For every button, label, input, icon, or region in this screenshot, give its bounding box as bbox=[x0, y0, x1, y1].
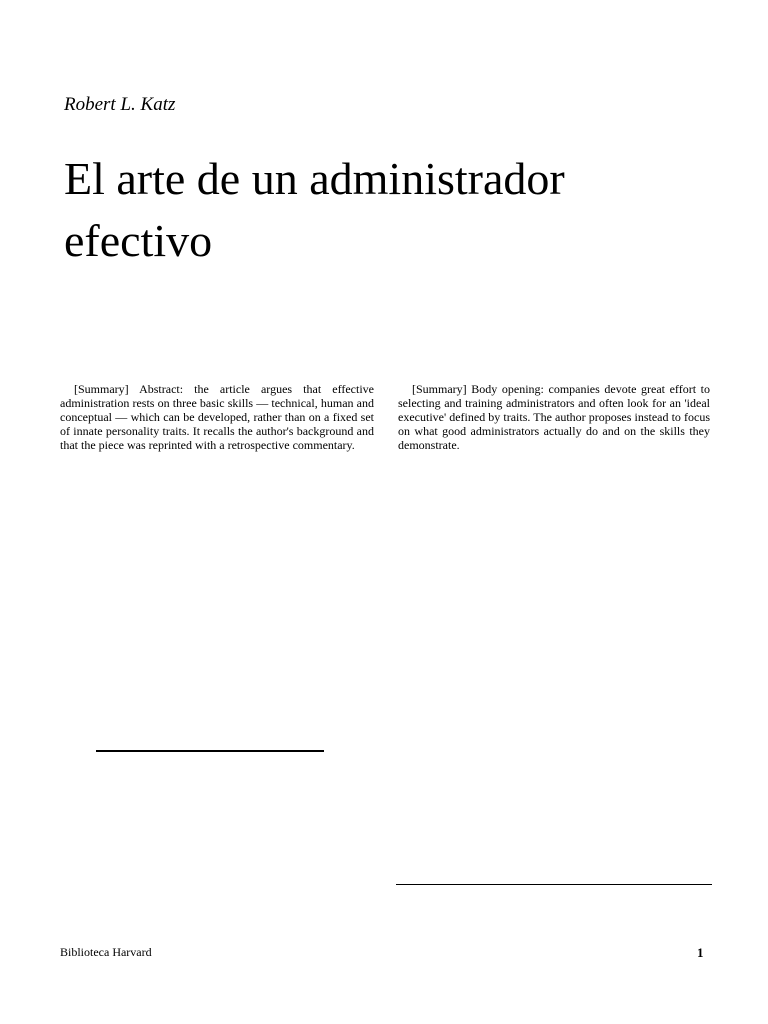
footer-publication: Biblioteca Harvard bbox=[60, 945, 152, 959]
footnote-divider bbox=[396, 884, 712, 885]
summary-right-text: [Summary] Body opening: companies devote great effort to selecting and training administrators and often look for an 'ideal executive' defined by traits. The author proposes instead to focus on what good administrators actually do and on the skills they demonstrate. bbox=[398, 382, 710, 452]
summary-left-text: [Summary] Abstract: the article argues that effective administration rests on three basic skills — technical, human and conceptual — which can be developed, rather than on a fixed set of innate personality traits. It recalls the author's background and that the piece was reprinted with a retrospective commentary. bbox=[60, 382, 374, 452]
summary-column-left bbox=[60, 382, 374, 462]
section-divider bbox=[96, 750, 324, 752]
summary-column-right bbox=[398, 382, 710, 462]
author-name: Robert L. Katz bbox=[64, 94, 176, 115]
footer-page-number: 1 bbox=[697, 945, 704, 960]
article-title: El arte de un administrador efectivo bbox=[64, 153, 565, 266]
